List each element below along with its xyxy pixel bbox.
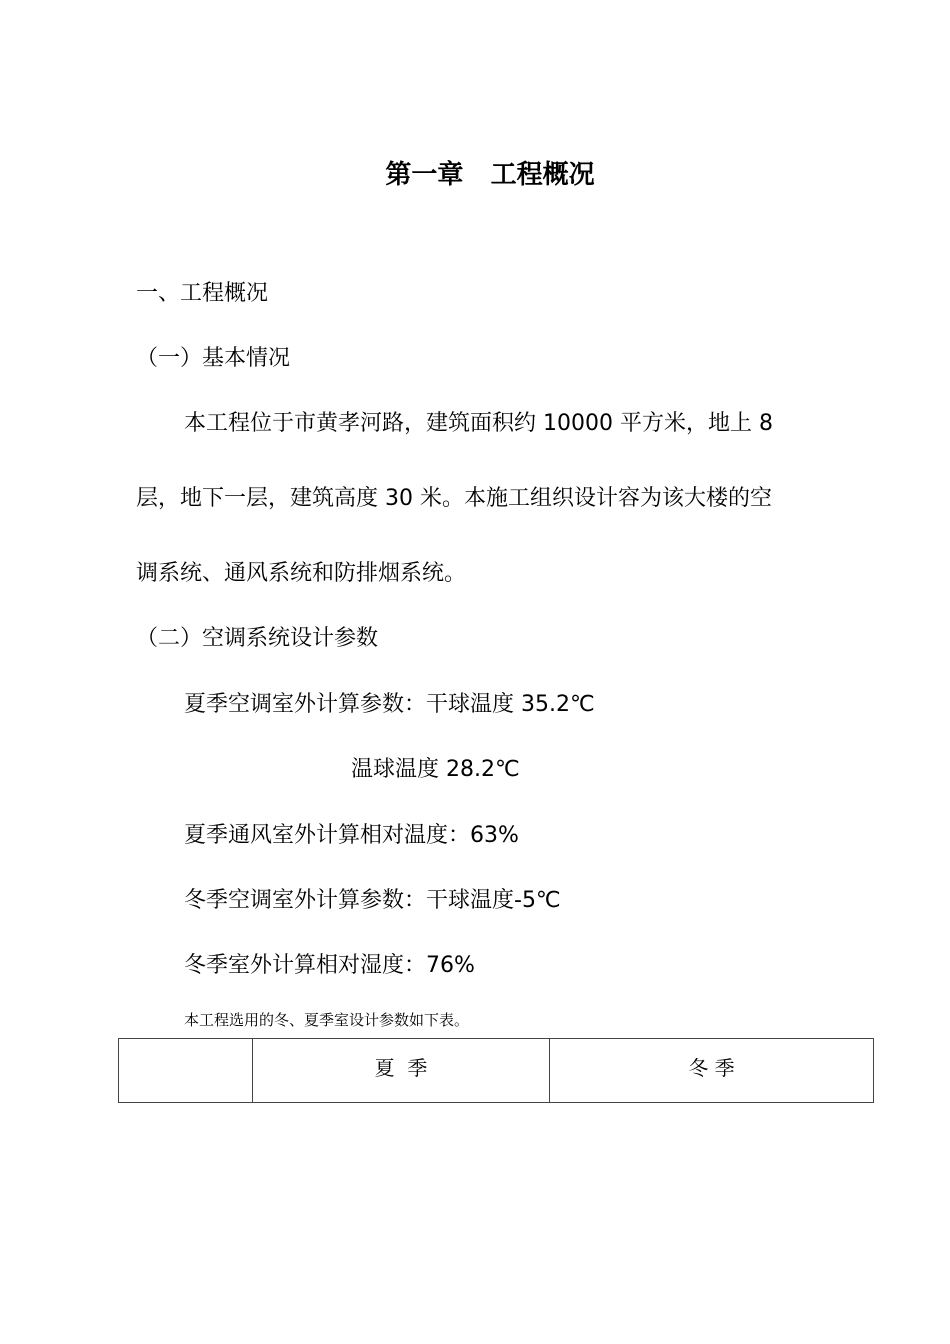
table-header-row: [119, 1039, 874, 1103]
table-header-cell-blank: [119, 1039, 253, 1103]
table-header-cell-summer: 夏 季: [253, 1039, 550, 1103]
paragraph-line-1: 本工程位于市黄孝河路，建筑面积约 10000 平方米，地上 8: [184, 411, 773, 436]
param-summer-dry-bulb: 夏季空调室外计算参数：干球温度 35.2℃: [184, 692, 595, 717]
table-header-cell-winter: 冬 季: [550, 1039, 874, 1103]
design-params-table: [118, 1038, 874, 1103]
subsection-heading-ac-params: （二）空调系统设计参数: [136, 626, 379, 651]
section-heading: 一、工程概况: [136, 281, 269, 306]
paragraph-line-2: 层，地下一层，建筑高度 30 米。本施工组织设计容为该大楼的空: [136, 486, 772, 511]
param-summer-ventilation-rh: 夏季通风室外计算相对温度：63%: [184, 823, 519, 848]
paragraph-line-3: 调系统、通风系统和防排烟系统。: [136, 561, 467, 586]
param-winter-dry-bulb: 冬季空调室外计算参数：干球温度-5℃: [184, 888, 561, 913]
subsection-heading-basic-info: （一）基本情况: [136, 346, 291, 371]
param-winter-rh: 冬季室外计算相对湿度：76%: [184, 953, 475, 978]
param-summer-wet-bulb: 温球温度 28.2℃: [351, 757, 520, 782]
table-caption: 本工程选用的冬、夏季室设计参数如下表。: [184, 1011, 470, 1029]
chapter-title: 第一章 工程概况: [385, 160, 595, 190]
